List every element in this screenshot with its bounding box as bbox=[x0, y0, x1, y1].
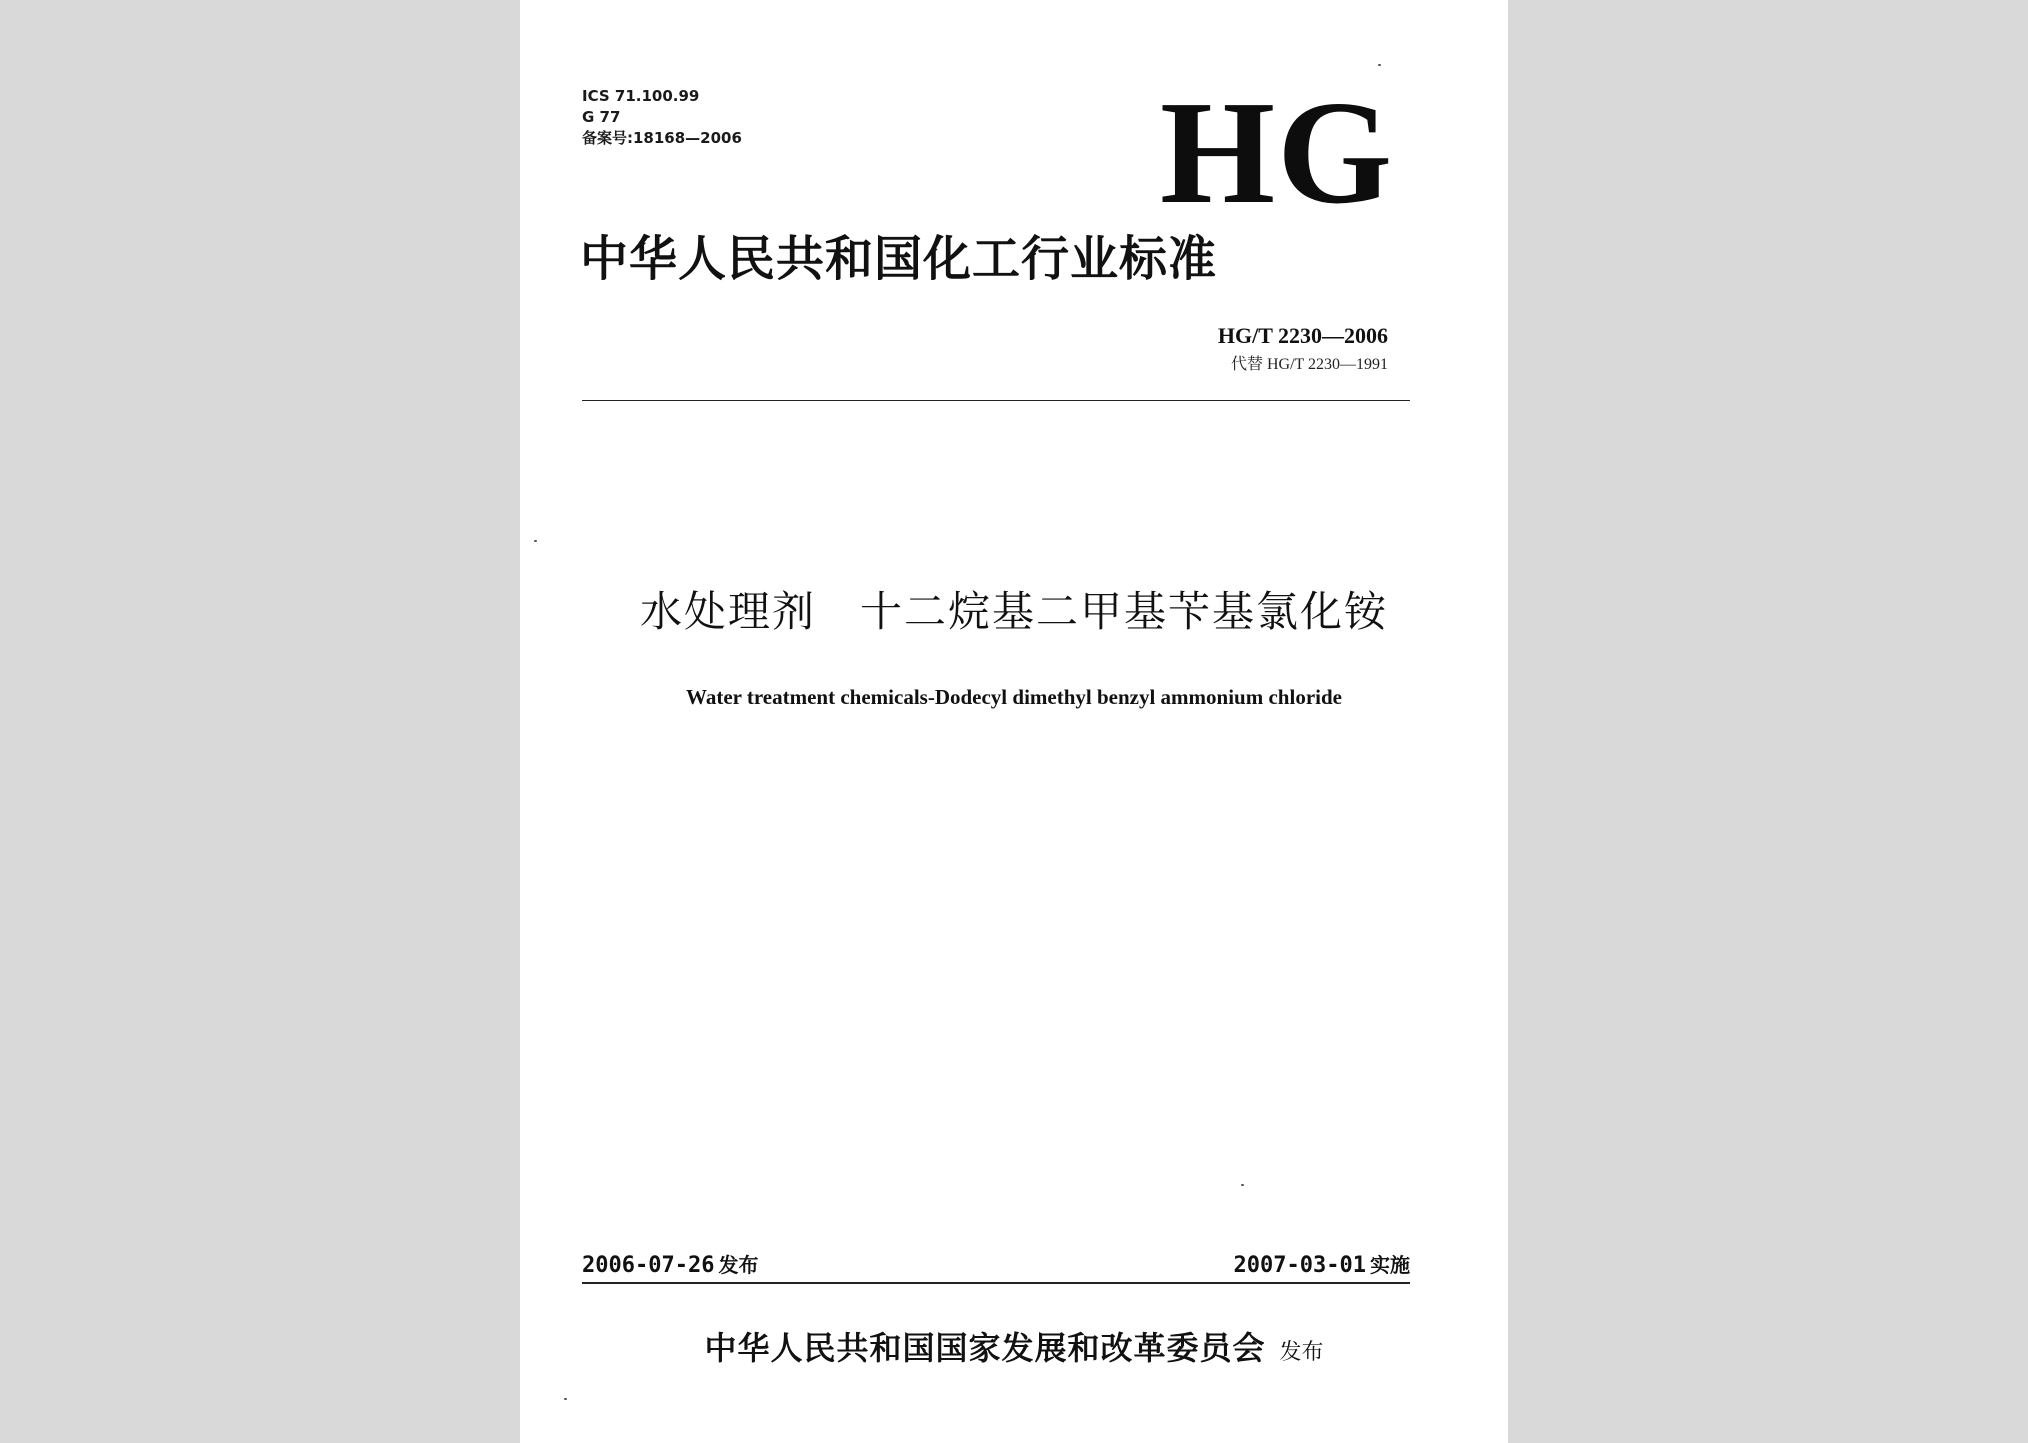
scan-speck bbox=[1378, 64, 1381, 66]
implementation-label: 实施 bbox=[1370, 1253, 1410, 1277]
standard-number: HG/T 2230—2006 bbox=[1217, 323, 1388, 348]
document-title-cn bbox=[520, 582, 1508, 642]
scan-speck bbox=[1241, 1184, 1244, 1186]
document-title-en: Water treatment chemicals-Dodecyl dimethyl benzyl ammonium chloride bbox=[686, 685, 1342, 709]
ics-code: ICS 71.100.99 bbox=[582, 87, 700, 105]
filing-number: 备案号:18168—2006 bbox=[582, 129, 742, 147]
classification-block bbox=[582, 86, 742, 149]
class-code: G 77 bbox=[582, 108, 621, 126]
issuer-block bbox=[520, 1326, 1508, 1375]
implementation-date-block bbox=[1234, 1250, 1410, 1281]
issuer-organization: 中华人民共和国国家发展和改革委员会 bbox=[704, 1329, 1266, 1367]
standard-title: 中华人民共和国化工行业标准 bbox=[580, 231, 1218, 287]
issuer-action: 发布 bbox=[1279, 1340, 1324, 1365]
document-title-cn-part2: 十二烷基二甲基苄基氯化铵 bbox=[860, 587, 1389, 636]
document-page bbox=[520, 0, 1508, 1443]
issue-date: 2006-07-26 bbox=[582, 1253, 715, 1278]
replaces-standard: 代替 HG/T 2230—1991 bbox=[1230, 356, 1388, 373]
scan-speck bbox=[564, 1398, 567, 1400]
issue-label: 发布 bbox=[718, 1253, 759, 1277]
hg-logo: HG bbox=[1160, 71, 1395, 235]
footer-divider bbox=[582, 1282, 1410, 1284]
header-divider bbox=[582, 400, 1410, 401]
document-title-cn-part1: 水处理剂 bbox=[639, 587, 816, 636]
scan-speck bbox=[534, 540, 537, 542]
implementation-date: 2007-03-01 bbox=[1233, 1253, 1366, 1278]
issue-date-block bbox=[582, 1250, 758, 1281]
